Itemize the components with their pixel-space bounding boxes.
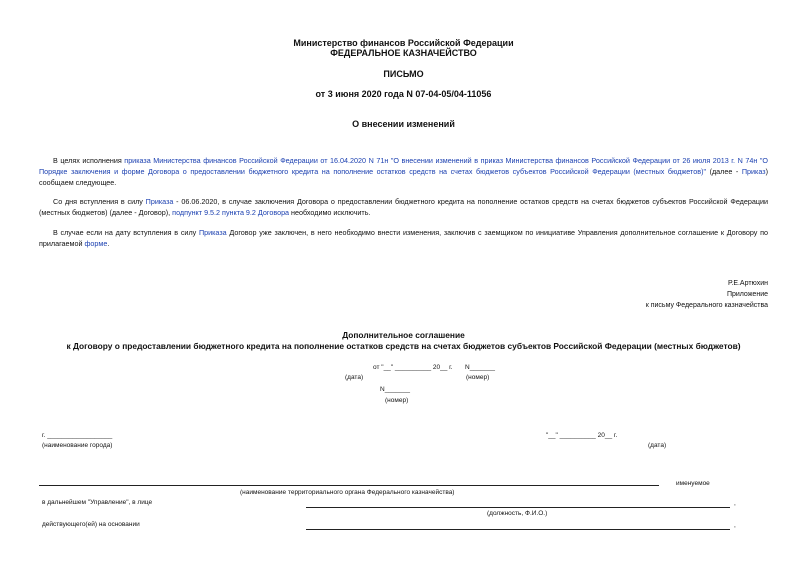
paragraph-3-text-c: . <box>107 239 110 248</box>
order-link-2[interactable]: Приказа <box>198 228 227 237</box>
order-link[interactable]: Приказа <box>145 197 174 206</box>
paragraph-2-text-b: - 06.06.2020, в случае заключения Договора о предоставлении бюджетного кредита на пополнение остатков средств на счетах бюджетов субъектов Российской Федерации (местных бюджетов) (далее - Договор), <box>39 197 768 217</box>
named-label: именуемое <box>676 480 710 487</box>
doc-date-number: от 3 июня 2020 года N 07-04-05/04-11056 <box>315 89 492 99</box>
city-line[interactable]: г. __________________ <box>42 432 113 439</box>
acting-basis-label: действующего(ей) на основании <box>42 521 140 528</box>
doc-type: ПИСЬМО <box>383 69 424 79</box>
number-line-2[interactable]: N_______ <box>380 386 410 393</box>
order-short-link[interactable]: Приказ <box>741 167 766 176</box>
paragraph-2 <box>39 196 768 218</box>
from-date-line[interactable]: от "__" __________ 20__ г. <box>373 364 453 371</box>
paragraph-3-text-b: Договор уже заключен, в него необходимо внести изменения, заключив с заемщиком по инициативе Управления дополнительное соглашение к Договору по прилагаемой <box>39 228 768 248</box>
hereinafter-label: в дальнейшем "Управление", в лице <box>42 499 153 506</box>
appendix-label: Приложение <box>726 291 768 298</box>
comma-1: , <box>734 500 736 507</box>
agency-name: ФЕДЕРАЛЬНОЕ КАЗНАЧЕЙСТВО <box>330 48 477 58</box>
paragraph-1-text-c: ) сообщаем следующее. <box>39 167 768 187</box>
subclause-link[interactable]: подпункт 9.5.2 пункта 9.2 Договора <box>172 208 290 217</box>
signatory-name: Р.Е.Артюхин <box>728 280 768 287</box>
number-caption: (номер) <box>466 374 490 381</box>
paragraph-1-text-a: В целях исполнения <box>53 156 125 165</box>
number-line[interactable]: N_______ <box>465 364 495 371</box>
paragraph-3 <box>39 227 768 249</box>
doc-subject: О внесении изменений <box>352 119 455 129</box>
ministry-name: Министерство финансов Российской Федерации <box>293 38 514 48</box>
form-title: Дополнительное соглашение <box>342 330 465 340</box>
order-71n-link[interactable]: приказа Министерства финансов Российской Федерации от 16.04.2020 N 71н "О внесении изменений в приказ Министерства финансов Российской Федерации от 26 июля 2013 г. N 74н "О Порядке заключения и форме Договора о предоставлении бюджетного кредита на пополнение остатков средств на счетах бюджетов субъектов Российской Федерации (местных бюджетов)" <box>39 156 768 176</box>
paragraph-2-text-c: необходимо исключить. <box>289 208 371 217</box>
paragraph-1 <box>39 155 768 188</box>
number-caption-2: (номер) <box>385 397 409 404</box>
city-caption: (наименование города) <box>42 442 113 449</box>
form-subtitle: к Договору о предоставлении бюджетного кредита на пополнение остатков средств на счетах бюджетов субъектов Российской Федерации (местных бюджетов) <box>66 341 741 351</box>
appendix-reference: к письму Федерального казначейства <box>645 302 768 309</box>
date-caption: (дата) <box>345 374 364 381</box>
paragraph-2-text-a: Со дня вступления в силу <box>53 197 146 206</box>
paragraph-1-text-b: (далее - <box>706 167 742 176</box>
form-link[interactable]: форме <box>84 239 108 248</box>
position-caption: (должность, Ф.И.О.) <box>487 510 548 517</box>
comma-2: , <box>734 522 736 529</box>
date-caption-2: (дата) <box>648 442 667 449</box>
basis-field[interactable] <box>306 529 730 530</box>
position-name-field[interactable] <box>306 507 730 508</box>
paragraph-3-text-a: В случае если на дату вступления в силу <box>53 228 199 237</box>
date-line[interactable]: "__" __________ 20__ г. <box>546 432 618 439</box>
org-name-field[interactable] <box>39 485 659 486</box>
org-caption: (наименование территориального органа Федерального казначейства) <box>240 489 455 496</box>
